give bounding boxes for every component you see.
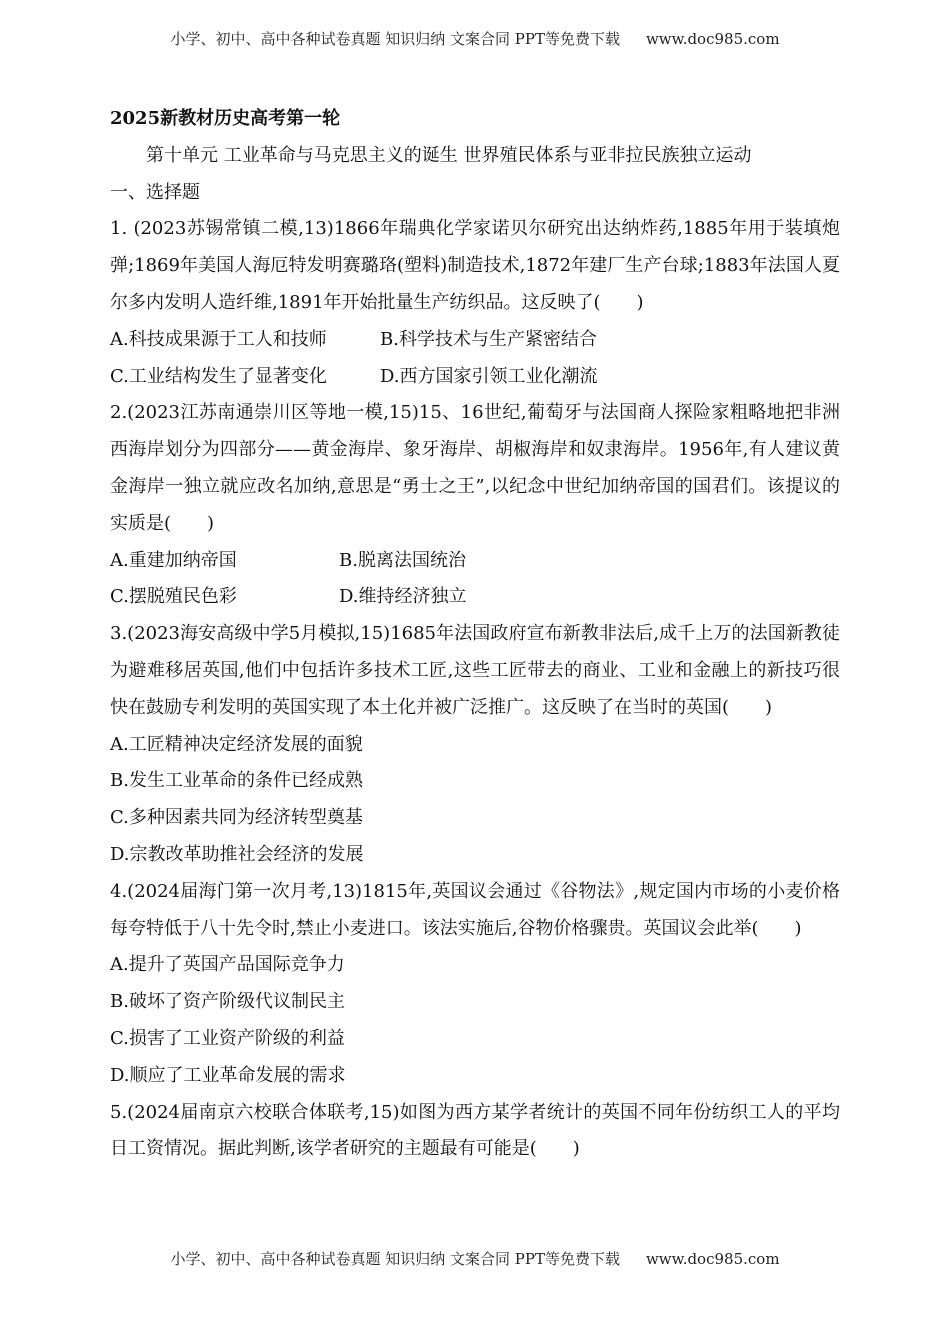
option-row	[110, 579, 840, 616]
option-b: B.科学技术与生产紧密结合	[380, 328, 597, 350]
option-c: C.损害了工业资产阶级的利益	[110, 1027, 345, 1049]
question-4	[110, 874, 840, 1095]
question-stem: 4.(2024届海门第一次月考,13)1815年,英国议会通过《谷物法》,规定国内市场的小麦价格每夸特低于八十先令时,禁止小麦进口。该法实施后,谷物价格骤贵。英国议会此举( )	[110, 880, 840, 939]
option-d: D.维持经济独立	[339, 586, 467, 608]
option-row	[110, 543, 840, 580]
question-stem: 2.(2023江苏南通崇川区等地一模,15)15、16世纪,葡萄牙与法国商人探险家粗略地把非洲西海岸划分为四部分——黄金海岸、象牙海岸、胡椒海岸和奴隶海岸。1956年,有人建议黄金海岸一独立就应改名加纳,意思是“勇士之王”,以纪念中世纪加纳帝国的国君们。该提议的实质是( )	[110, 402, 840, 534]
option-b: B.脱离法国统治	[339, 549, 466, 571]
unit-title: 第十单元 工业革命与马克思主义的诞生 世界殖民体系与亚非拉民族独立运动	[146, 144, 752, 166]
question-stem: 1. (2023苏锡常镇二模,13)1866年瑞典化学家诺贝尔研究出达纳炸药,1885年用于装填炮弹;1869年美国人海厄特发明赛璐珞(塑料)制造技术,1872年建厂生产台球;1883年法国人夏尔多内发明人造纤维,1891年开始批量生产纺织品。这反映了( )	[110, 218, 840, 313]
option-c: C.工业结构发生了显著变化	[110, 365, 327, 387]
option-d: D.西方国家引领工业化潮流	[380, 365, 598, 387]
option-b: B.破坏了资产阶级代议制民主	[110, 991, 345, 1013]
question-3	[110, 616, 840, 874]
option-row	[110, 359, 840, 396]
question-5	[110, 1095, 840, 1169]
option-a: A.提升了英国产品国际竞争力	[110, 954, 345, 976]
header-text: 小学、初中、高中各种试卷真题 知识归纳 文案合同 PPT等免费下载	[170, 30, 620, 48]
document-body	[110, 101, 840, 1168]
option-d: D.宗教改革助推社会经济的发展	[110, 843, 364, 865]
page-footer	[0, 1248, 950, 1269]
option-d: D.顺应了工业革命发展的需求	[110, 1064, 346, 1086]
option-row	[110, 322, 840, 359]
question-stem: 5.(2024届南京六校联合体联考,15)如图为西方某学者统计的英国不同年份纺织工人的平均日工资情况。据此判断,该学者研究的主题最有可能是( )	[110, 1101, 840, 1160]
question-stem: 3.(2023海安高级中学5月模拟,15)1685年法国政府宣布新教非法后,成千上万的法国新教徒为避难移居英国,他们中包括许多技术工匠,这些工匠带去的商业、工业和金融上的新技巧很快在鼓励专利发明的英国实现了本土化并被广泛推广。这反映了在当时的英国( )	[110, 623, 840, 718]
question-2	[110, 395, 840, 616]
option-a: A.重建加纳帝国	[110, 549, 237, 571]
option-c: C.多种因素共同为经济转型奠基	[110, 807, 363, 829]
section-heading: 一、选择题	[110, 181, 200, 203]
footer-text: 小学、初中、高中各种试卷真题 知识归纳 文案合同 PPT等免费下载	[170, 1250, 620, 1268]
page-header	[0, 28, 950, 49]
footer-url[interactable]: www.doc985.com	[645, 1250, 780, 1268]
option-c: C.摆脱殖民色彩	[110, 586, 237, 608]
header-url[interactable]: www.doc985.com	[645, 30, 780, 48]
option-a: A.工匠精神决定经济发展的面貌	[110, 733, 363, 755]
option-a: A.科技成果源于工人和技师	[110, 328, 327, 350]
option-b: B.发生工业革命的条件已经成熟	[110, 770, 363, 792]
question-1	[110, 211, 840, 395]
document-title: 2025新教材历史高考第一轮	[110, 108, 341, 129]
